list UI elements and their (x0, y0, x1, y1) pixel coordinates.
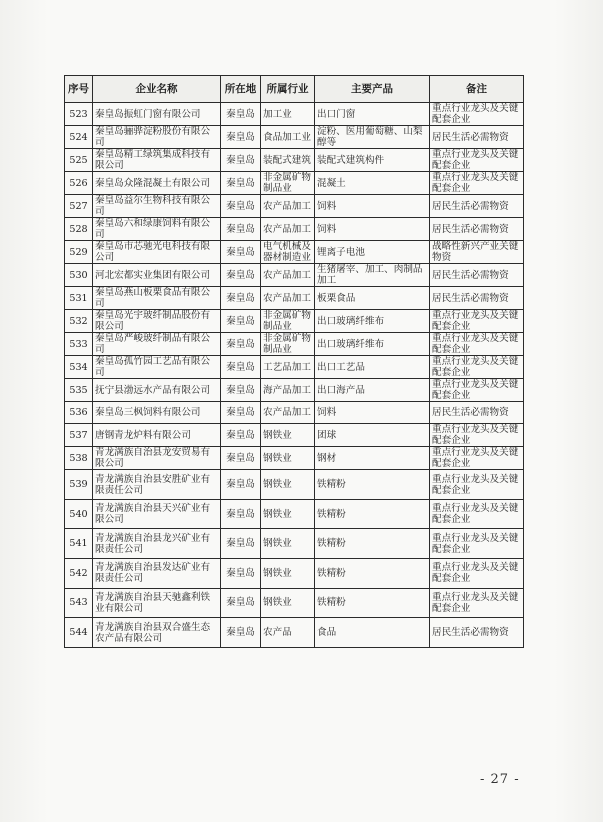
table-row (65, 499, 524, 529)
cell-industry: 钢铁业 (261, 499, 315, 529)
cell-no: 542 (65, 559, 93, 589)
cell-no: 536 (65, 402, 93, 424)
cell-no: 543 (65, 588, 93, 618)
cell-city: 秦皇岛 (221, 470, 261, 500)
cell-industry: 非金属矿物制品业 (261, 172, 315, 195)
table-row (65, 264, 524, 287)
cell-no: 523 (65, 103, 93, 126)
header-city: 所在地 (221, 76, 261, 103)
cell-product: 食品 (315, 618, 430, 648)
cell-company: 秦皇岛益尔生物科技有限公司 (93, 195, 221, 218)
table-row (65, 310, 524, 333)
cell-remark: 居民生活必需物资 (430, 402, 524, 424)
table-row (65, 424, 524, 447)
cell-industry: 海产品加工 (261, 379, 315, 402)
cell-no: 524 (65, 126, 93, 149)
cell-city: 秦皇岛 (221, 241, 261, 264)
cell-industry: 装配式建筑 (261, 149, 315, 172)
cell-company: 青龙满族自治县安胜矿业有限责任公司 (93, 470, 221, 500)
cell-city: 秦皇岛 (221, 333, 261, 356)
cell-company: 青龙满族自治县双合盛生态农产品有限公司 (93, 618, 221, 648)
header-no: 序号 (65, 76, 93, 103)
cell-remark: 重点行业龙头及关键配套企业 (430, 529, 524, 559)
cell-no: 528 (65, 218, 93, 241)
cell-industry: 钢铁业 (261, 447, 315, 470)
cell-product: 饲料 (315, 195, 430, 218)
cell-industry: 钢铁业 (261, 529, 315, 559)
table-row (65, 618, 524, 648)
cell-remark: 战略性新兴产业关键物资 (430, 241, 524, 264)
cell-remark: 重点行业龙头及关键配套企业 (430, 424, 524, 447)
cell-no: 525 (65, 149, 93, 172)
table-header-row (65, 76, 524, 103)
cell-remark: 居民生活必需物资 (430, 218, 524, 241)
cell-remark: 重点行业龙头及关键配套企业 (430, 588, 524, 618)
cell-product: 出口玻璃纤维布 (315, 310, 430, 333)
cell-no: 527 (65, 195, 93, 218)
cell-company: 秦皇岛众隆混凝土有限公司 (93, 172, 221, 195)
cell-company: 秦皇岛燕山板栗食品有限公司 (93, 287, 221, 310)
cell-remark: 重点行业龙头及关键配套企业 (430, 470, 524, 500)
cell-no: 529 (65, 241, 93, 264)
cell-city: 秦皇岛 (221, 310, 261, 333)
cell-product: 淀粉、医用葡萄糖、山梨醇等 (315, 126, 430, 149)
cell-industry: 钢铁业 (261, 424, 315, 447)
cell-city: 秦皇岛 (221, 618, 261, 648)
cell-no: 539 (65, 470, 93, 500)
cell-industry: 农产品 (261, 618, 315, 648)
cell-remark: 居民生活必需物资 (430, 195, 524, 218)
cell-city: 秦皇岛 (221, 499, 261, 529)
cell-no: 533 (65, 333, 93, 356)
cell-product: 板栗食品 (315, 287, 430, 310)
cell-city: 秦皇岛 (221, 264, 261, 287)
enterprise-table (64, 75, 524, 648)
table-row (65, 103, 524, 126)
table-row (65, 287, 524, 310)
cell-industry: 钢铁业 (261, 559, 315, 589)
cell-company: 青龙满族自治县龙兴矿业有限责任公司 (93, 529, 221, 559)
cell-city: 秦皇岛 (221, 103, 261, 126)
table-row (65, 218, 524, 241)
cell-product: 出口玻璃纤维布 (315, 333, 430, 356)
cell-industry: 食品加工业 (261, 126, 315, 149)
cell-industry: 电气机械及器材制造业 (261, 241, 315, 264)
cell-remark: 居民生活必需物资 (430, 126, 524, 149)
cell-product: 饲料 (315, 218, 430, 241)
table-row (65, 588, 524, 618)
table-body (65, 103, 524, 648)
cell-product: 铁精粉 (315, 470, 430, 500)
header-remark: 备注 (430, 76, 524, 103)
cell-company: 秦皇岛骊骅淀粉股份有限公司 (93, 126, 221, 149)
cell-city: 秦皇岛 (221, 126, 261, 149)
table-row (65, 559, 524, 589)
cell-city: 秦皇岛 (221, 379, 261, 402)
cell-city: 秦皇岛 (221, 447, 261, 470)
cell-industry: 农产品加工 (261, 287, 315, 310)
cell-product: 铁精粉 (315, 588, 430, 618)
cell-industry: 农产品加工 (261, 218, 315, 241)
cell-remark: 重点行业龙头及关键配套企业 (430, 447, 524, 470)
cell-remark: 居民生活必需物资 (430, 264, 524, 287)
cell-no: 538 (65, 447, 93, 470)
cell-city: 秦皇岛 (221, 588, 261, 618)
cell-company: 青龙满族自治县天驰鑫利铁业有限公司 (93, 588, 221, 618)
cell-product: 团球 (315, 424, 430, 447)
cell-company: 抚宁县渤远水产品有限公司 (93, 379, 221, 402)
table-row (65, 470, 524, 500)
cell-industry: 钢铁业 (261, 588, 315, 618)
table-row (65, 529, 524, 559)
cell-company: 秦皇岛精工绿筑集成科技有限公司 (93, 149, 221, 172)
cell-industry: 农产品加工 (261, 402, 315, 424)
cell-city: 秦皇岛 (221, 195, 261, 218)
table-row (65, 402, 524, 424)
cell-remark: 重点行业龙头及关键配套企业 (430, 149, 524, 172)
cell-city: 秦皇岛 (221, 402, 261, 424)
cell-product: 出口海产品 (315, 379, 430, 402)
cell-city: 秦皇岛 (221, 149, 261, 172)
header-industry: 所属行业 (261, 76, 315, 103)
table-row (65, 241, 524, 264)
cell-no: 530 (65, 264, 93, 287)
table-row (65, 149, 524, 172)
cell-product: 铁精粉 (315, 499, 430, 529)
cell-company: 河北宏都实业集团有限公司 (93, 264, 221, 287)
cell-remark: 重点行业龙头及关键配套企业 (430, 103, 524, 126)
cell-company: 青龙满族自治县龙安贸易有限公司 (93, 447, 221, 470)
cell-company: 秦皇岛严峻玻纤制品有限公司 (93, 333, 221, 356)
cell-remark: 重点行业龙头及关键配套企业 (430, 356, 524, 379)
cell-no: 526 (65, 172, 93, 195)
cell-city: 秦皇岛 (221, 287, 261, 310)
cell-city: 秦皇岛 (221, 559, 261, 589)
cell-industry: 工艺品加工 (261, 356, 315, 379)
cell-remark: 重点行业龙头及关键配套企业 (430, 172, 524, 195)
cell-company: 秦皇岛孤竹园工艺品有限公司 (93, 356, 221, 379)
cell-company: 唐钢青龙炉料有限公司 (93, 424, 221, 447)
cell-remark: 重点行业龙头及关键配套企业 (430, 310, 524, 333)
cell-industry: 农产品加工 (261, 264, 315, 287)
cell-no: 537 (65, 424, 93, 447)
cell-product: 混凝土 (315, 172, 430, 195)
table-row (65, 447, 524, 470)
cell-city: 秦皇岛 (221, 529, 261, 559)
header-product: 主要产品 (315, 76, 430, 103)
table-row (65, 172, 524, 195)
cell-no: 540 (65, 499, 93, 529)
cell-product: 锂离子电池 (315, 241, 430, 264)
cell-company: 青龙满族自治县发达矿业有限责任公司 (93, 559, 221, 589)
cell-industry: 非金属矿物制品业 (261, 333, 315, 356)
cell-industry: 加工业 (261, 103, 315, 126)
cell-company: 秦皇岛三枫饲料有限公司 (93, 402, 221, 424)
table-row (65, 126, 524, 149)
cell-industry: 农产品加工 (261, 195, 315, 218)
cell-product: 出口工艺品 (315, 356, 430, 379)
header-company: 企业名称 (93, 76, 221, 103)
cell-remark: 居民生活必需物资 (430, 287, 524, 310)
cell-no: 532 (65, 310, 93, 333)
cell-remark: 重点行业龙头及关键配套企业 (430, 379, 524, 402)
cell-no: 531 (65, 287, 93, 310)
cell-industry: 钢铁业 (261, 470, 315, 500)
cell-industry: 非金属矿物制品业 (261, 310, 315, 333)
cell-remark: 重点行业龙头及关键配套企业 (430, 333, 524, 356)
cell-product: 生猪屠宰、加工、肉制品加工 (315, 264, 430, 287)
cell-company: 秦皇岛光宇玻纤制品股份有限公司 (93, 310, 221, 333)
cell-remark: 重点行业龙头及关键配套企业 (430, 559, 524, 589)
cell-no: 541 (65, 529, 93, 559)
cell-company: 青龙满族自治县天兴矿业有限公司 (93, 499, 221, 529)
cell-remark: 居民生活必需物资 (430, 618, 524, 648)
cell-product: 钢材 (315, 447, 430, 470)
cell-city: 秦皇岛 (221, 218, 261, 241)
table-row (65, 195, 524, 218)
cell-company: 秦皇岛六和绿康饲料有限公司 (93, 218, 221, 241)
table-row (65, 379, 524, 402)
cell-no: 544 (65, 618, 93, 648)
cell-product: 铁精粉 (315, 559, 430, 589)
cell-remark: 重点行业龙头及关键配套企业 (430, 499, 524, 529)
cell-company: 秦皇岛市芯驰光电科技有限公司 (93, 241, 221, 264)
cell-product: 出口门窗 (315, 103, 430, 126)
page-number: - 27 - (480, 772, 520, 787)
table-row (65, 356, 524, 379)
cell-product: 装配式建筑构件 (315, 149, 430, 172)
cell-city: 秦皇岛 (221, 424, 261, 447)
table-row (65, 333, 524, 356)
cell-product: 铁精粉 (315, 529, 430, 559)
cell-city: 秦皇岛 (221, 356, 261, 379)
cell-company: 秦皇岛振虹门窗有限公司 (93, 103, 221, 126)
cell-product: 饲料 (315, 402, 430, 424)
cell-city: 秦皇岛 (221, 172, 261, 195)
cell-no: 535 (65, 379, 93, 402)
cell-no: 534 (65, 356, 93, 379)
